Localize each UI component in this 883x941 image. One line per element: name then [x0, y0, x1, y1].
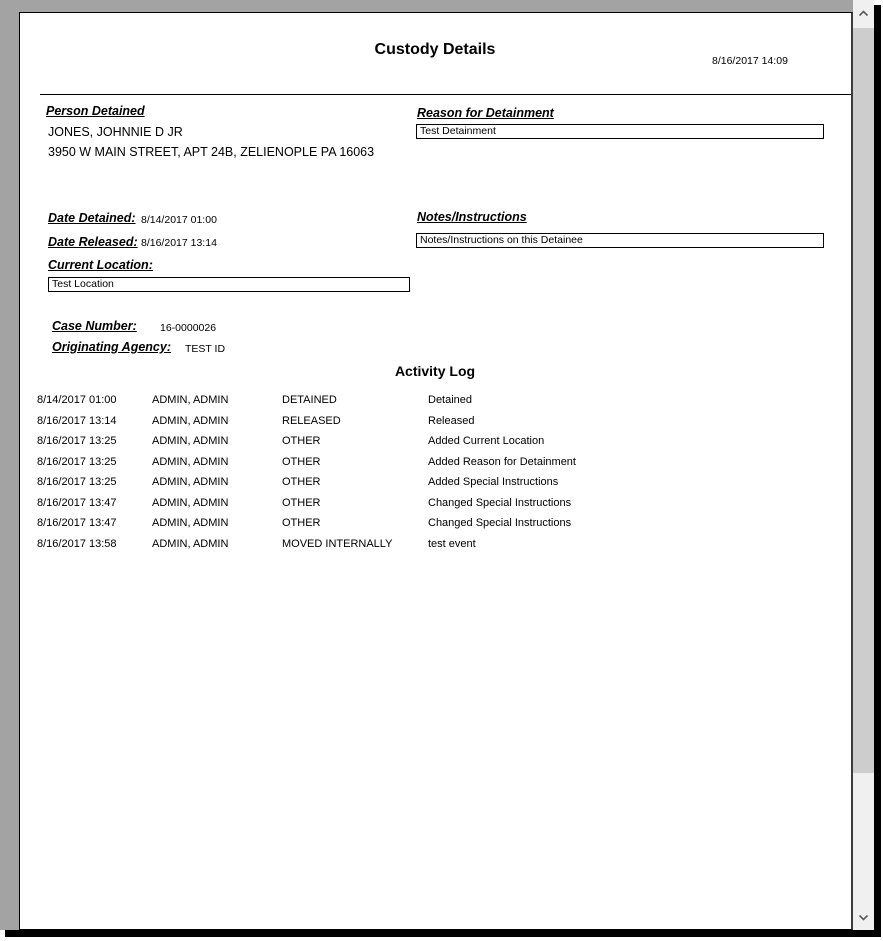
date-detained-label: Date Detained: — [48, 211, 136, 225]
person-detained-heading: Person Detained — [46, 104, 145, 118]
activity-description: Added Current Location — [428, 435, 545, 447]
activity-user: ADMIN, ADMIN — [152, 537, 229, 550]
activity-description: Added Reason for Detainment — [428, 455, 576, 468]
current-location-heading: Current Location: — [48, 258, 153, 272]
activity-action: RELEASED — [282, 414, 341, 427]
activity-action: MOVED INTERNALLY — [282, 537, 393, 550]
activity-log-heading: Activity Log — [394, 363, 476, 379]
date-released-label: Date Released: — [48, 235, 138, 249]
activity-action: OTHER — [282, 476, 321, 488]
table-row — [0, 514, 851, 535]
activity-datetime: 8/14/2017 01:00 — [37, 394, 117, 406]
page-title: Custody Details — [374, 41, 496, 58]
detainee-address: 3950 W MAIN STREET, APT 24B, ZELIENOPLE PA 16063 — [48, 145, 375, 159]
activity-user: ADMIN, ADMIN — [152, 517, 229, 529]
activity-datetime: 8/16/2017 13:25 — [37, 455, 117, 468]
date-detained-value: 8/14/2017 01:00 — [141, 214, 217, 226]
window-frame-top — [0, 0, 853, 12]
table-row — [0, 473, 851, 494]
activity-datetime: 8/16/2017 13:47 — [37, 496, 117, 509]
chevron-up-icon — [858, 4, 869, 22]
activity-datetime: 8/16/2017 13:25 — [37, 476, 117, 488]
detainee-name: JONES, JOHNNIE D JR — [48, 125, 183, 139]
activity-action: OTHER — [282, 496, 321, 509]
notes-field: Notes/Instructions on this Detainee — [416, 233, 824, 248]
activity-user: ADMIN, ADMIN — [152, 435, 229, 447]
activity-description: Detained — [428, 394, 473, 406]
reason-heading: Reason for Detainment — [417, 106, 554, 120]
scrollbar-thumb[interactable] — [853, 28, 874, 773]
activity-action: OTHER — [282, 455, 321, 468]
activity-user: ADMIN, ADMIN — [152, 455, 229, 468]
activity-datetime: 8/16/2017 13:25 — [37, 435, 117, 447]
reason-field: Test Detainment — [416, 124, 824, 139]
activity-datetime: 8/16/2017 13:14 — [37, 414, 117, 427]
scroll-down-button[interactable] — [853, 904, 874, 930]
vertical-scrollbar[interactable] — [853, 0, 874, 930]
activity-description: Released — [428, 414, 475, 427]
originating-agency-value: TEST ID — [185, 343, 226, 355]
window-shadow-bottom — [5, 930, 881, 937]
report-generated-timestamp: 8/16/2017 14:09 — [712, 55, 788, 67]
table-row — [0, 494, 851, 515]
table-row — [0, 412, 851, 433]
activity-description: Added Special Instructions — [428, 476, 559, 488]
current-location-field: Test Location — [48, 277, 410, 292]
table-row — [0, 535, 851, 556]
activity-description: Changed Special Instructions — [428, 517, 572, 529]
date-released-value: 8/16/2017 13:14 — [141, 237, 217, 249]
activity-log-table — [0, 391, 851, 555]
activity-user: ADMIN, ADMIN — [152, 496, 229, 509]
chevron-down-icon — [858, 908, 869, 926]
case-number-value: 16-0000026 — [160, 322, 217, 334]
activity-description: test event — [428, 537, 476, 550]
activity-action: DETAINED — [282, 394, 337, 406]
scroll-up-button[interactable] — [853, 0, 874, 26]
activity-user: ADMIN, ADMIN — [152, 476, 229, 488]
header-divider — [40, 94, 851, 95]
activity-user: ADMIN, ADMIN — [152, 394, 229, 406]
activity-action: OTHER — [282, 435, 321, 447]
activity-datetime: 8/16/2017 13:47 — [37, 517, 117, 529]
case-number-label: Case Number: — [52, 319, 137, 333]
originating-agency-label: Originating Agency: — [52, 340, 171, 354]
notes-heading: Notes/Instructions — [417, 210, 527, 224]
activity-description: Changed Special Instructions — [428, 496, 572, 509]
table-row — [0, 432, 851, 453]
activity-datetime: 8/16/2017 13:58 — [37, 537, 117, 550]
table-row — [0, 453, 851, 474]
activity-action: OTHER — [282, 517, 321, 529]
table-row — [0, 391, 851, 412]
activity-user: ADMIN, ADMIN — [152, 414, 229, 427]
window-shadow-right — [874, 5, 881, 937]
